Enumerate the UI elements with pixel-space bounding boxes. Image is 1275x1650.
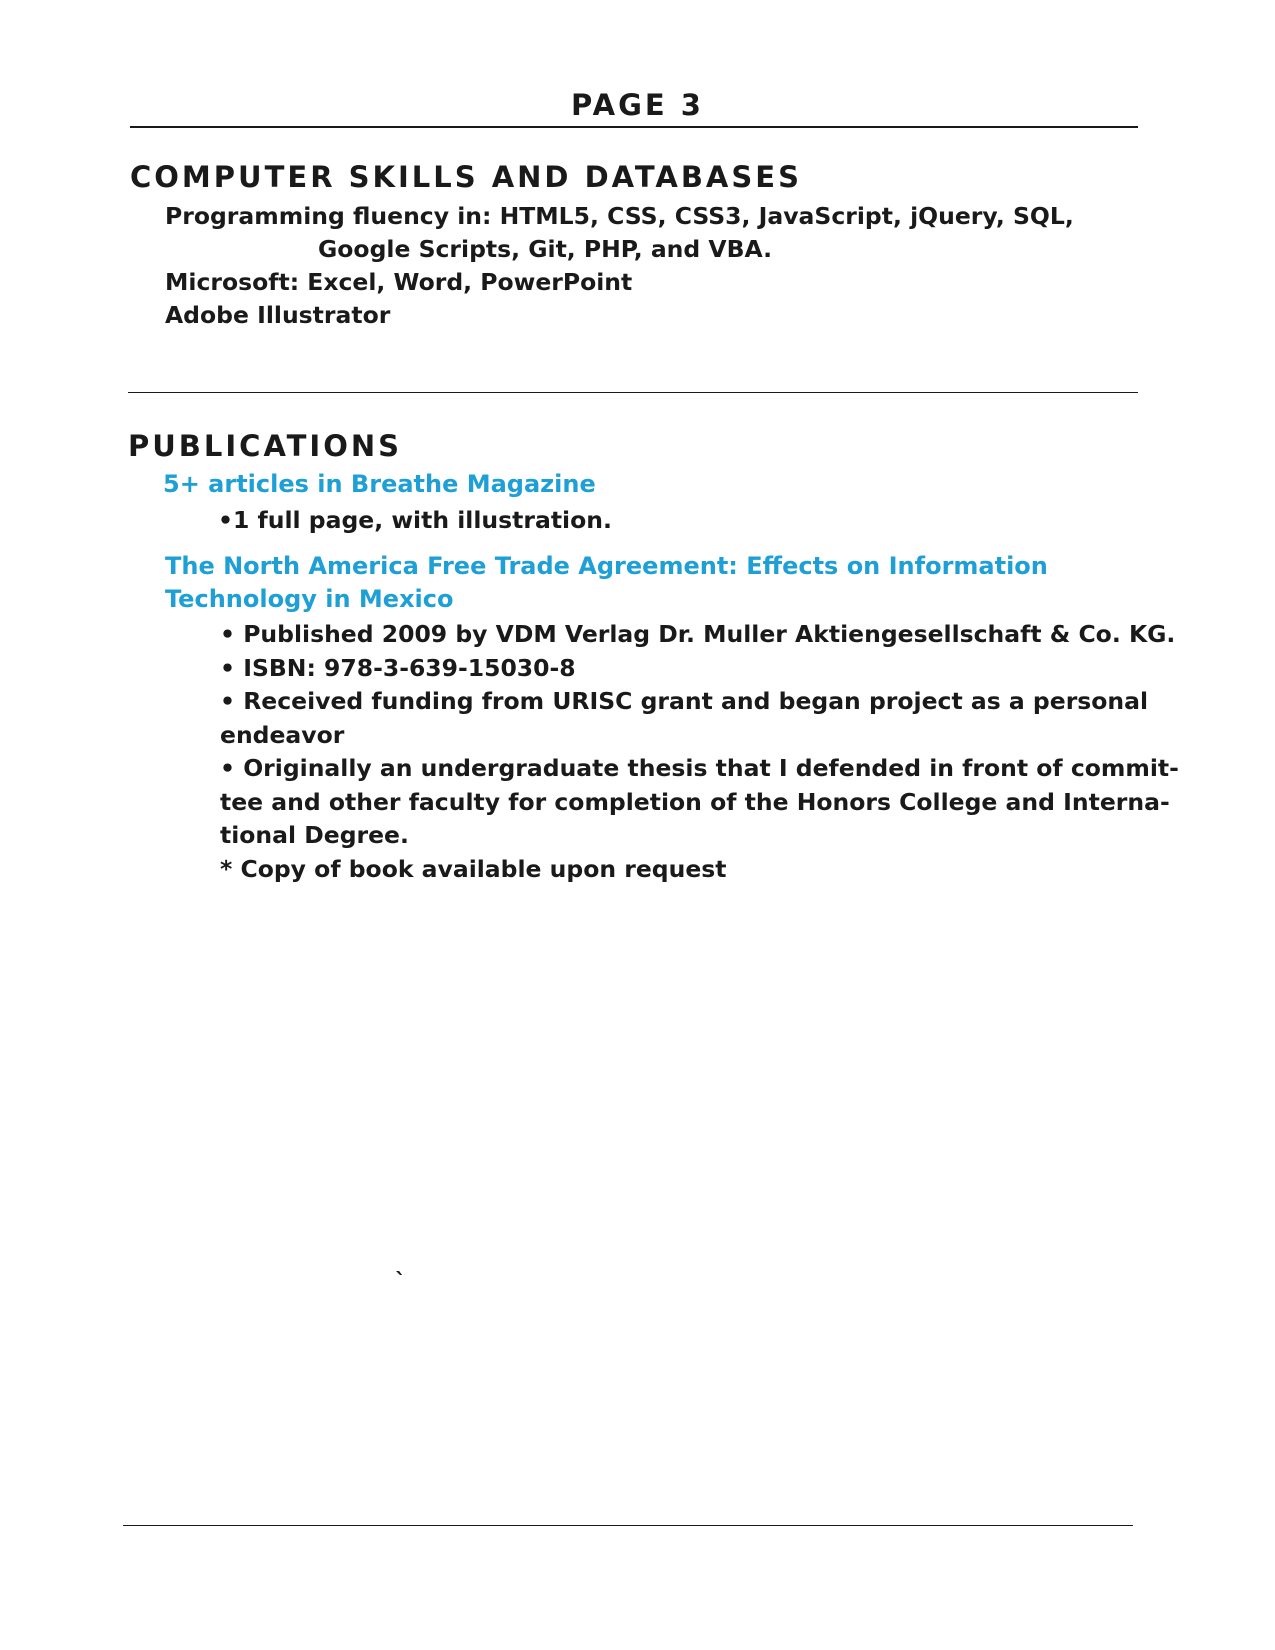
programming-line-1: Programming fluency in: HTML5, CSS, CSS3, JavaScript, jQuery, SQL, (165, 202, 1074, 230)
publication-title-breathe[interactable]: 5+ articles in Breathe Magazine (163, 470, 596, 498)
publication-bullet: endeavor (220, 720, 345, 749)
publication-bullet-list (220, 618, 1179, 886)
publication-bullet: • ISBN: 978-3-639-15030-8 (220, 653, 576, 682)
publication-bullet: tional Degree. (220, 821, 409, 849)
computer-skills-heading: COMPUTER SKILLS AND DATABASES (130, 160, 802, 194)
section-divider (128, 392, 1138, 393)
stray-mark: ` (395, 1270, 406, 1295)
publication-bullet: tee and other faculty for completion of the Honors College and Interna- (220, 787, 1170, 816)
publication-bullet: • Originally an undergraduate thesis that I defended in front of commit- (220, 754, 1179, 782)
header-divider (130, 126, 1138, 128)
publication-note: * Copy of book available upon request (220, 854, 727, 883)
footer-divider (123, 1525, 1133, 1526)
microsoft-skills: Microsoft: Excel, Word, PowerPoint (165, 268, 633, 296)
publication-bullet: •1 full page, with illustration. (218, 506, 612, 534)
publication-bullet: • Received funding from URISC grant and began project as a personal (220, 687, 1149, 715)
publications-heading: PUBLICATIONS (128, 429, 403, 463)
publication-bullet: • Published 2009 by VDM Verlag Dr. Muller Aktiengesellschaft & Co. KG. (220, 620, 1176, 648)
publication-title-nafta-line-1[interactable]: The North America Free Trade Agreement: Effects on Information (165, 552, 1048, 580)
programming-line-2: Google Scripts, Git, PHP, and VBA. (318, 235, 773, 263)
page-title: PAGE 3 (571, 88, 704, 122)
adobe-skills: Adobe Illustrator (165, 301, 391, 329)
publication-title-nafta-line-2[interactable]: Technology in Mexico (165, 585, 454, 613)
